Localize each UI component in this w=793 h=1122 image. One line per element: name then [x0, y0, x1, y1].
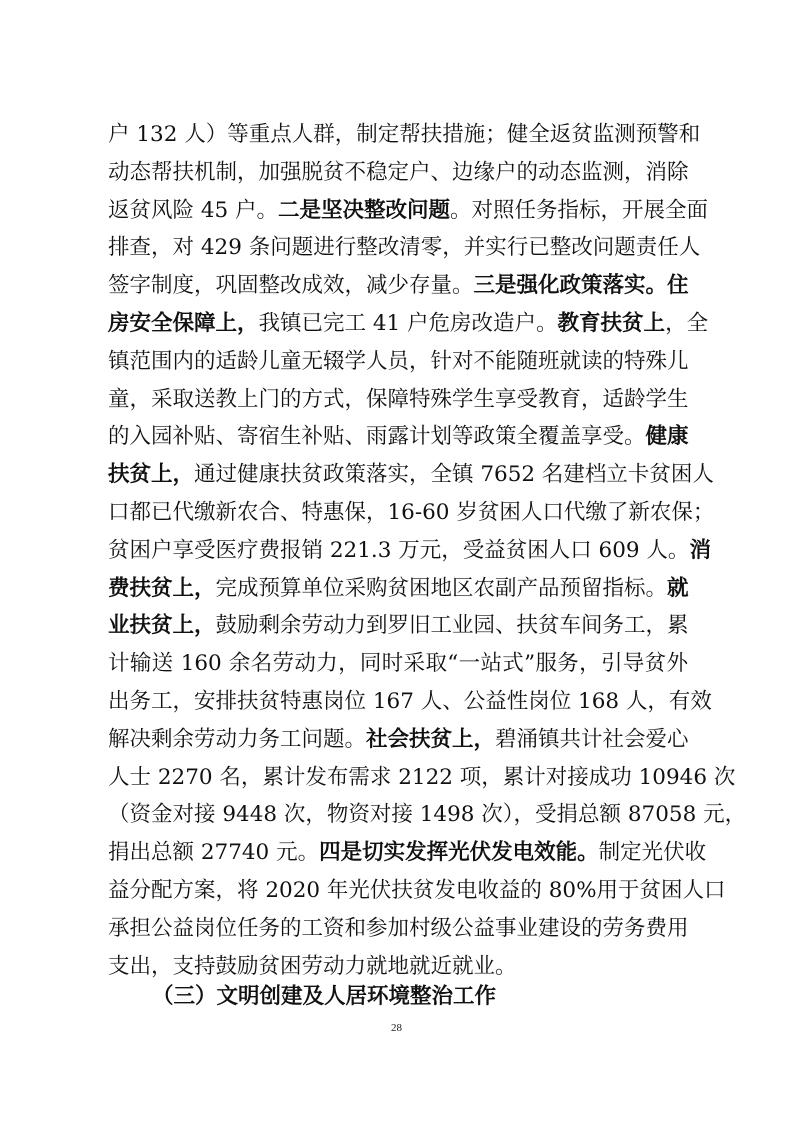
text-line [108, 229, 701, 267]
text-run: （资金对接 9448 次，物资对接 1498 次），受捐总额 87058 元， [108, 802, 747, 828]
text-run: 鼓励剩余劳动力到罗旧工业园、扶贫车间务工，累 [215, 613, 689, 639]
text-run: 益分配方案，将 2020 年光伏扶贫发电收益的 80%用于贫困人口 [108, 877, 726, 903]
text-line [108, 607, 688, 645]
text-line [108, 683, 712, 721]
bold-text-run: 二是坚决整改问题 [278, 197, 451, 223]
bold-text-run: 四是切实发挥光伏发电效能。 [319, 840, 599, 866]
text-run: 的入园补贴、寄宿生补贴、雨露计划等政策全覆盖享受。 [108, 424, 646, 450]
bold-text-run: 消 [689, 537, 711, 563]
text-run: 动态帮扶机制，加强脱贫不稳定户、边缘户的动态监测，消除 [108, 159, 689, 185]
text-run: 户 132 人）等重点人群，制定帮扶措施；健全返贫监测预警和 [108, 122, 701, 147]
text-line [108, 154, 688, 192]
text-run: 出务工，安排扶贫特惠岗位 167 人、公益性岗位 168 人，有效 [108, 688, 712, 714]
text-run: 承担公益岗位任务的工资和参加村级公益事业建设的劳务费用 [108, 915, 689, 941]
text-run: 排查，对 429 条问题进行整改清零，并实行已整改问题责任人 [108, 235, 701, 261]
text-run: 计输送 160 余名劳动力，同时采取“一站式”服务，引导贫外 [108, 651, 688, 677]
text-line [108, 192, 709, 230]
text-line [108, 343, 688, 381]
bold-text-run: 房安全保障上， [108, 310, 259, 336]
text-line [108, 910, 688, 948]
bold-text-run: 业扶贫上， [108, 613, 216, 639]
text-run: 镇范围内的适龄儿童无辍学人员，针对不能随班就读的特殊儿 [108, 348, 689, 374]
text-run: 人士 2270 名，累计发布需求 2122 项，累计对接成功 10946 次 [108, 764, 736, 790]
body-paragraph [108, 116, 747, 985]
text-run: 贫困户享受医疗费报销 221.3 万元，受益贫困人口 609 人。 [108, 537, 690, 563]
text-run: 我镇已完工 41 户危房改造户。 [258, 310, 558, 336]
bold-text-run: 社会扶贫上， [366, 726, 496, 752]
text-run: 通过健康扶贫政策落实，全镇 7652 名建档立卡贫困人 [194, 462, 714, 488]
text-run: ，全 [665, 310, 709, 336]
bold-text-run: 教育扶贫上 [557, 310, 666, 336]
text-line [108, 796, 747, 834]
text-line [108, 116, 701, 154]
bold-text-run: 健康 [645, 424, 689, 450]
text-line [108, 721, 688, 759]
text-line [108, 532, 711, 570]
text-line [108, 872, 726, 910]
text-run: 签字制度，巩固整改成效，减少存量。 [108, 273, 474, 299]
bold-text-run: 扶贫上， [108, 462, 195, 488]
text-line [108, 570, 688, 608]
bold-text-run: 费扶贫上， [108, 575, 216, 601]
page-number: 28 [391, 1022, 402, 1034]
text-line [108, 418, 688, 456]
section-heading: （三）文明创建及人居环境整治工作 [152, 984, 497, 1009]
bold-text-run: 三是强化政策落实。住 [473, 273, 689, 299]
text-line [108, 381, 688, 419]
text-run: 返贫风险 45 户。 [108, 197, 279, 223]
text-line [108, 305, 709, 343]
text-line [108, 494, 715, 532]
text-line [108, 267, 688, 305]
text-run: 捐出总额 27740 元。 [108, 840, 320, 866]
text-run: 碧涌镇共计社会爱心 [495, 726, 689, 752]
text-run: 。对照任务指标，开展全面 [450, 197, 709, 223]
text-run: 完成预算单位采购贫困地区农副产品预留指标。 [215, 575, 668, 601]
text-run: 解决剩余劳动力务工问题。 [108, 726, 367, 752]
text-run: 童，采取送教上门的方式，保障特殊学生享受教育，适龄学生 [108, 386, 689, 412]
text-run: 支出，支持鼓励贫困劳动力就地就近就业。 [108, 953, 517, 979]
text-line [108, 834, 707, 872]
text-run: 口都已代缴新农合、特惠保，16-60 岁贫困人口代缴了新农保； [108, 499, 715, 525]
text-line [108, 456, 714, 494]
text-line [108, 645, 688, 683]
text-run: 制定光伏收 [598, 840, 707, 866]
text-line [108, 759, 736, 797]
bold-text-run: 就 [667, 575, 689, 601]
